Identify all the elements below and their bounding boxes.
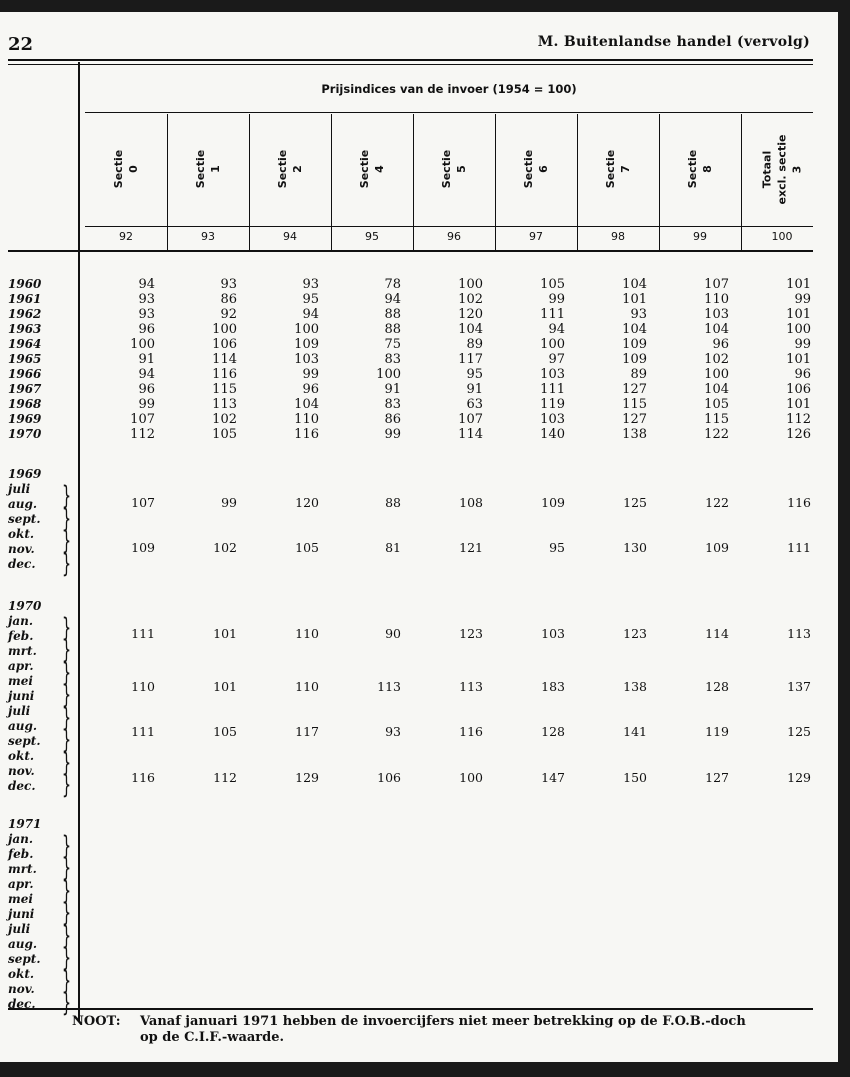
table-cell: 99 bbox=[794, 292, 811, 307]
row-label: jan. bbox=[8, 614, 34, 628]
table-cell: 92 bbox=[220, 307, 237, 322]
table-cell: 102 bbox=[458, 292, 483, 307]
table-cell: 96 bbox=[712, 337, 729, 352]
table-cell: 100 bbox=[786, 322, 811, 337]
table-cell: 91 bbox=[466, 382, 483, 397]
row-label: juli bbox=[8, 482, 31, 496]
table-cell: 104 bbox=[294, 397, 319, 412]
column-code: 94 bbox=[283, 230, 297, 243]
row-label: sept. bbox=[8, 512, 41, 526]
table-cell: 102 bbox=[704, 352, 729, 367]
table-cell: 99 bbox=[302, 367, 319, 382]
row-label: apr. bbox=[8, 659, 34, 673]
row-label: 1965 bbox=[8, 352, 42, 366]
table-cell: 101 bbox=[786, 397, 811, 412]
column-header bbox=[659, 114, 741, 224]
table-cell: 116 bbox=[294, 427, 319, 442]
note-label: NOOT: bbox=[72, 1014, 121, 1029]
table-cell: 112 bbox=[213, 770, 237, 785]
table-cell: 110 bbox=[295, 679, 319, 694]
table-cell: 86 bbox=[220, 292, 237, 307]
column-header-label: Sectie 6 bbox=[522, 149, 550, 189]
table-cell: 94 bbox=[384, 292, 401, 307]
table-cell: 113 bbox=[377, 679, 401, 694]
top-rule-2 bbox=[8, 64, 813, 65]
table-cell: 99 bbox=[548, 292, 565, 307]
table-cell: 91 bbox=[138, 352, 155, 367]
group-brace: } bbox=[62, 504, 72, 534]
table-cell: 78 bbox=[384, 277, 401, 292]
table-cell: 116 bbox=[131, 770, 155, 785]
column-header bbox=[249, 114, 331, 224]
table-cell: 122 bbox=[704, 427, 729, 442]
group-brace: } bbox=[62, 898, 72, 928]
page-number: 22 bbox=[8, 34, 34, 55]
table-cell: 93 bbox=[138, 307, 155, 322]
table-cell: 97 bbox=[548, 352, 565, 367]
group-brace: } bbox=[62, 831, 72, 861]
table-cell: 128 bbox=[541, 724, 565, 739]
table-cell: 138 bbox=[623, 679, 647, 694]
table-cell: 94 bbox=[302, 307, 319, 322]
column-code: 95 bbox=[365, 230, 379, 243]
column-code: 96 bbox=[447, 230, 461, 243]
table-cell: 101 bbox=[786, 352, 811, 367]
table-cell: 100 bbox=[704, 367, 729, 382]
table-cell: 96 bbox=[794, 367, 811, 382]
table-cell: 104 bbox=[704, 382, 729, 397]
table-cell: 93 bbox=[630, 307, 647, 322]
row-label: 1969 bbox=[8, 467, 42, 481]
table-cell: 81 bbox=[385, 540, 401, 555]
table-cell: 138 bbox=[622, 427, 647, 442]
table-cell: 106 bbox=[786, 382, 811, 397]
row-label: feb. bbox=[8, 847, 34, 861]
table-cell: 94 bbox=[548, 322, 565, 337]
row-label: jan. bbox=[8, 832, 34, 846]
group-brace: } bbox=[62, 613, 72, 643]
table-cell: 104 bbox=[622, 277, 647, 292]
table-cell: 112 bbox=[786, 412, 811, 427]
column-header-label: Sectie 0 bbox=[112, 149, 140, 189]
group-brace: } bbox=[62, 748, 72, 778]
table-cell: 130 bbox=[623, 540, 647, 555]
table-cell: 116 bbox=[459, 724, 483, 739]
table-cell: 117 bbox=[295, 724, 319, 739]
table-cell: 100 bbox=[212, 322, 237, 337]
table-cell: 93 bbox=[138, 292, 155, 307]
row-label: juni bbox=[8, 689, 35, 703]
table-cell: 109 bbox=[131, 540, 155, 555]
group-brace: } bbox=[62, 526, 72, 556]
table-cell: 102 bbox=[213, 540, 237, 555]
table-cell: 89 bbox=[630, 367, 647, 382]
table-cell: 137 bbox=[787, 679, 811, 694]
row-label: dec. bbox=[8, 557, 36, 571]
table-cell: 111 bbox=[540, 382, 565, 397]
table-cell: 123 bbox=[459, 626, 483, 641]
row-label: aug. bbox=[8, 719, 38, 733]
table-cell: 105 bbox=[213, 724, 237, 739]
table-cell: 99 bbox=[138, 397, 155, 412]
column-separator bbox=[413, 114, 414, 250]
table-cell: 101 bbox=[622, 292, 647, 307]
table-cell: 83 bbox=[384, 397, 401, 412]
table-cell: 109 bbox=[541, 495, 565, 510]
column-code: 93 bbox=[201, 230, 215, 243]
table-cell: 104 bbox=[458, 322, 483, 337]
table-cell: 123 bbox=[623, 626, 647, 641]
table-cell: 129 bbox=[787, 770, 811, 785]
row-label: nov. bbox=[8, 764, 35, 778]
table-cell: 105 bbox=[704, 397, 729, 412]
row-label: mrt. bbox=[8, 644, 37, 658]
table-cell: 115 bbox=[622, 397, 647, 412]
group-brace: } bbox=[62, 876, 72, 906]
table-cell: 90 bbox=[385, 626, 401, 641]
table-cell: 100 bbox=[459, 770, 483, 785]
column-header bbox=[331, 114, 413, 224]
table-cell: 115 bbox=[212, 382, 237, 397]
column-header-label: Sectie 7 bbox=[604, 149, 632, 189]
column-header bbox=[85, 114, 167, 224]
group-brace: } bbox=[62, 770, 72, 800]
table-cell: 128 bbox=[705, 679, 729, 694]
code-rule bbox=[85, 226, 813, 227]
table-cell: 126 bbox=[786, 427, 811, 442]
row-label: 1963 bbox=[8, 322, 42, 336]
page-heading: M. Buitenlandse handel (vervolg) bbox=[537, 34, 810, 50]
table-cell: 103 bbox=[294, 352, 319, 367]
table-cell: 107 bbox=[458, 412, 483, 427]
group-brace: } bbox=[62, 549, 72, 579]
table-cell: 100 bbox=[540, 337, 565, 352]
row-label: mei bbox=[8, 892, 33, 906]
table-cell: 113 bbox=[787, 626, 811, 641]
row-label: 1964 bbox=[8, 337, 42, 351]
table-cell: 110 bbox=[294, 412, 319, 427]
row-label: 1966 bbox=[8, 367, 42, 381]
table-cell: 101 bbox=[786, 307, 811, 322]
table-cell: 125 bbox=[623, 495, 647, 510]
table-cell: 110 bbox=[704, 292, 729, 307]
table-cell: 150 bbox=[623, 770, 647, 785]
row-label: mrt. bbox=[8, 862, 37, 876]
table-cell: 99 bbox=[221, 495, 237, 510]
table-cell: 111 bbox=[787, 540, 811, 555]
column-separator bbox=[659, 114, 660, 250]
table-cell: 141 bbox=[623, 724, 647, 739]
table-cell: 127 bbox=[705, 770, 729, 785]
table-cell: 114 bbox=[705, 626, 729, 641]
column-header bbox=[413, 114, 495, 224]
table-cell: 86 bbox=[384, 412, 401, 427]
table-cell: 102 bbox=[212, 412, 237, 427]
column-header-label: Sectie 4 bbox=[358, 149, 386, 189]
column-header-label: Sectie 5 bbox=[440, 149, 468, 189]
table-cell: 83 bbox=[384, 352, 401, 367]
column-separator bbox=[331, 114, 332, 250]
table-cell: 112 bbox=[130, 427, 155, 442]
group-brace: } bbox=[62, 921, 72, 951]
table-cell: 104 bbox=[704, 322, 729, 337]
table-cell: 125 bbox=[787, 724, 811, 739]
table-cell: 101 bbox=[213, 626, 237, 641]
group-brace: } bbox=[62, 481, 72, 511]
column-header-label: Totaal excl. sectie 3 bbox=[760, 134, 804, 204]
table-cell: 104 bbox=[622, 322, 647, 337]
column-header-label: Sectie 2 bbox=[276, 149, 304, 189]
table-cell: 109 bbox=[705, 540, 729, 555]
column-header bbox=[741, 114, 823, 224]
table-cell: 95 bbox=[549, 540, 565, 555]
table-cell: 99 bbox=[384, 427, 401, 442]
table-cell: 89 bbox=[466, 337, 483, 352]
group-brace: } bbox=[62, 943, 72, 973]
table-cell: 96 bbox=[138, 382, 155, 397]
column-code: 100 bbox=[771, 230, 793, 243]
table-cell: 101 bbox=[213, 679, 237, 694]
column-code: 97 bbox=[529, 230, 543, 243]
table-cell: 105 bbox=[540, 277, 565, 292]
table-cell: 106 bbox=[377, 770, 401, 785]
group-brace: } bbox=[62, 680, 72, 710]
row-label: okt. bbox=[8, 967, 35, 981]
title-rule bbox=[85, 112, 813, 113]
column-separator bbox=[249, 114, 250, 250]
row-label: nov. bbox=[8, 542, 35, 556]
table-cell: 96 bbox=[138, 322, 155, 337]
table-cell: 110 bbox=[131, 679, 155, 694]
table-cell: 95 bbox=[302, 292, 319, 307]
table-cell: 63 bbox=[466, 397, 483, 412]
row-label: juli bbox=[8, 704, 31, 718]
column-separator bbox=[167, 114, 168, 250]
row-label: 1961 bbox=[8, 292, 42, 306]
table-cell: 119 bbox=[705, 724, 729, 739]
top-rule bbox=[8, 59, 813, 61]
table-cell: 105 bbox=[212, 427, 237, 442]
table-cell: 94 bbox=[138, 277, 155, 292]
table-cell: 114 bbox=[458, 427, 483, 442]
table-cell: 93 bbox=[385, 724, 401, 739]
column-separator bbox=[577, 114, 578, 250]
stub-divider bbox=[78, 62, 80, 1022]
table-cell: 147 bbox=[541, 770, 565, 785]
row-label: aug. bbox=[8, 937, 38, 951]
row-label: 1968 bbox=[8, 397, 42, 411]
table-cell: 93 bbox=[220, 277, 237, 292]
table-cell: 103 bbox=[704, 307, 729, 322]
column-code: 92 bbox=[119, 230, 133, 243]
row-label: juni bbox=[8, 907, 35, 921]
column-header-label: Sectie 1 bbox=[194, 149, 222, 189]
table-cell: 91 bbox=[384, 382, 401, 397]
column-header bbox=[167, 114, 249, 224]
row-label: juli bbox=[8, 922, 31, 936]
group-brace: } bbox=[62, 966, 72, 996]
table-cell: 108 bbox=[459, 495, 483, 510]
row-label: 1962 bbox=[8, 307, 42, 321]
group-brace: } bbox=[62, 988, 72, 1018]
table-cell: 183 bbox=[541, 679, 565, 694]
table-cell: 103 bbox=[541, 626, 565, 641]
table-cell: 127 bbox=[622, 412, 647, 427]
row-label: sept. bbox=[8, 734, 41, 748]
row-label: aug. bbox=[8, 497, 38, 511]
table-cell: 120 bbox=[295, 495, 319, 510]
table-cell: 101 bbox=[786, 277, 811, 292]
table-cell: 113 bbox=[212, 397, 237, 412]
note-text: Vanaf januari 1971 hebben de invoercijfers niet meer betrekking op de F.O.B.-doch op de C.I.F.-waarde. bbox=[140, 1014, 746, 1045]
column-header-label: Sectie 8 bbox=[686, 149, 714, 189]
table-cell: 109 bbox=[294, 337, 319, 352]
group-brace: } bbox=[62, 703, 72, 733]
table-cell: 99 bbox=[794, 337, 811, 352]
group-brace: } bbox=[62, 635, 72, 665]
row-label: 1969 bbox=[8, 412, 42, 426]
row-label: okt. bbox=[8, 527, 35, 541]
table-cell: 100 bbox=[376, 367, 401, 382]
table-cell: 113 bbox=[459, 679, 483, 694]
table-cell: 100 bbox=[130, 337, 155, 352]
table-cell: 129 bbox=[295, 770, 319, 785]
row-label: 1971 bbox=[8, 817, 42, 831]
table-cell: 106 bbox=[212, 337, 237, 352]
bottom-rule bbox=[8, 1008, 813, 1010]
table-cell: 110 bbox=[295, 626, 319, 641]
table-cell: 100 bbox=[458, 277, 483, 292]
column-separator bbox=[495, 114, 496, 250]
table-cell: 116 bbox=[212, 367, 237, 382]
table-cell: 107 bbox=[130, 412, 155, 427]
table-cell: 119 bbox=[540, 397, 565, 412]
table-cell: 122 bbox=[705, 495, 729, 510]
table-cell: 105 bbox=[295, 540, 319, 555]
table-cell: 103 bbox=[540, 367, 565, 382]
table-cell: 109 bbox=[622, 352, 647, 367]
table-cell: 115 bbox=[704, 412, 729, 427]
table-cell: 88 bbox=[384, 307, 401, 322]
row-label: dec. bbox=[8, 997, 36, 1011]
table-cell: 75 bbox=[384, 337, 401, 352]
table-cell: 111 bbox=[540, 307, 565, 322]
row-label: mei bbox=[8, 674, 33, 688]
row-label: dec. bbox=[8, 779, 36, 793]
group-brace: } bbox=[62, 658, 72, 688]
table-cell: 140 bbox=[540, 427, 565, 442]
column-code: 98 bbox=[611, 230, 625, 243]
table-cell: 94 bbox=[138, 367, 155, 382]
table-cell: 95 bbox=[466, 367, 483, 382]
table-cell: 107 bbox=[131, 495, 155, 510]
row-label: 1970 bbox=[8, 427, 42, 441]
column-header bbox=[577, 114, 659, 224]
table-cell: 117 bbox=[458, 352, 483, 367]
group-brace: } bbox=[62, 725, 72, 755]
table-cell: 116 bbox=[787, 495, 811, 510]
row-label: okt. bbox=[8, 749, 35, 763]
row-label: apr. bbox=[8, 877, 34, 891]
document-page bbox=[0, 12, 838, 1062]
table-cell: 111 bbox=[131, 724, 155, 739]
table-cell: 88 bbox=[385, 495, 401, 510]
table-cell: 107 bbox=[704, 277, 729, 292]
table-cell: 114 bbox=[212, 352, 237, 367]
row-label: 1970 bbox=[8, 599, 42, 613]
table-cell: 121 bbox=[459, 540, 483, 555]
row-label: feb. bbox=[8, 629, 34, 643]
table-cell: 88 bbox=[384, 322, 401, 337]
table-title: Prijsindices van de invoer (1954 = 100) bbox=[321, 82, 577, 96]
table-cell: 100 bbox=[294, 322, 319, 337]
column-separator bbox=[741, 114, 742, 250]
row-label: nov. bbox=[8, 982, 35, 996]
table-cell: 93 bbox=[302, 277, 319, 292]
group-brace: } bbox=[62, 853, 72, 883]
table-cell: 127 bbox=[622, 382, 647, 397]
column-code: 99 bbox=[693, 230, 707, 243]
table-cell: 96 bbox=[302, 382, 319, 397]
row-label: sept. bbox=[8, 952, 41, 966]
table-cell: 103 bbox=[540, 412, 565, 427]
table-cell: 109 bbox=[622, 337, 647, 352]
column-header bbox=[495, 114, 577, 224]
header-bottom-rule bbox=[8, 250, 813, 252]
row-label: 1967 bbox=[8, 382, 42, 396]
row-label: 1960 bbox=[8, 277, 42, 291]
table-cell: 111 bbox=[131, 626, 155, 641]
table-cell: 120 bbox=[458, 307, 483, 322]
